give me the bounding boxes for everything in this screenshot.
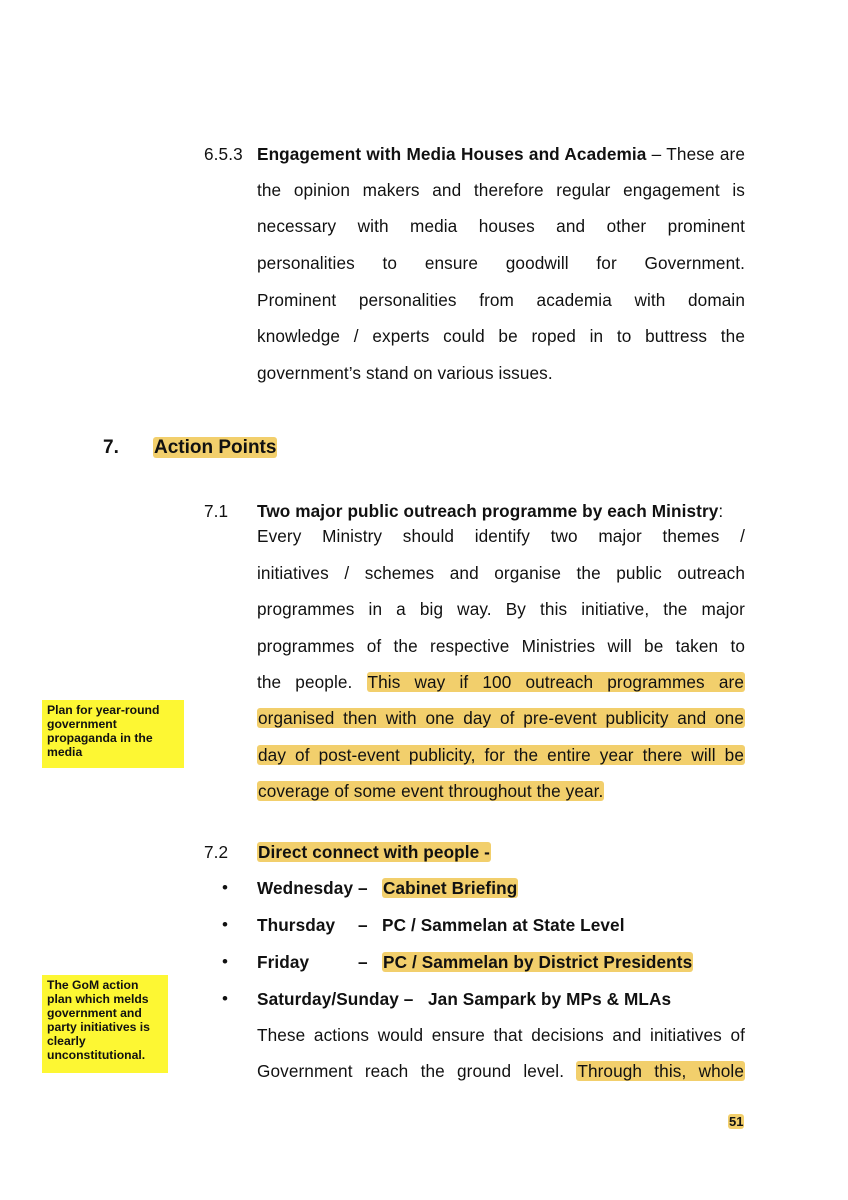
paragraph-line: initiatives / schemes and organise the public outreach <box>257 563 745 583</box>
section-7-2-title: Direct connect with people - <box>258 842 490 862</box>
schedule-dash: – <box>358 915 368 935</box>
highlighted-text: Through this, whole <box>577 1061 744 1081</box>
paragraph-line: Every Ministry should identify two major themes / <box>257 526 745 546</box>
paragraph-line-mixed: the people. This way if 100 outreach programmes are <box>257 672 744 692</box>
schedule-day: Saturday/Sunday – <box>257 989 414 1009</box>
paragraph-line: programmes in a big way. By this initiative, the major <box>257 599 745 619</box>
section-number-7-2: 7.2 <box>204 842 229 862</box>
schedule-day: Thursday <box>257 915 336 935</box>
schedule-day: Friday <box>257 952 310 972</box>
highlighted-text: This way if 100 outreach programmes are <box>367 672 744 692</box>
page-number: 51 <box>729 1114 744 1129</box>
paragraph-line: knowledge / experts could be roped in to buttress the <box>257 326 745 346</box>
highlighted-line: organised then with one day of pre-event publicity and one <box>258 708 744 728</box>
section-number-6-5-3: 6.5.3 <box>204 144 243 164</box>
section-7-1-heading: Two major public outreach programme by each Ministry: <box>257 501 724 521</box>
paragraph-line: necessary with media houses and other prominent <box>257 216 745 236</box>
margin-annotation: The GoM action plan which melds government and party initiatives is clearly unconstitutional. <box>42 975 168 1073</box>
bullet-marker: • <box>222 915 228 934</box>
highlighted-line: day of post-event publicity, for the entire year there will be <box>258 745 744 765</box>
bullet-marker: • <box>222 952 228 971</box>
section-6-5-3-heading-line <box>257 143 745 165</box>
section-6-5-3-title: Engagement with Media Houses and Academia <box>257 144 647 164</box>
paragraph-line: Prominent personalities from academia with domain <box>257 290 745 310</box>
schedule-activity: PC / Sammelan by District Presidents <box>383 952 693 972</box>
section-6-5-3-title-suffix: – These are <box>646 144 745 164</box>
paragraph-line-mixed: Government reach the ground level. Through this, whole <box>257 1061 744 1081</box>
schedule-day: Wednesday – <box>257 878 368 898</box>
bullet-marker: • <box>222 989 228 1008</box>
section-number-7: 7. <box>103 437 119 458</box>
schedule-activity: PC / Sammelan at State Level <box>382 915 625 935</box>
paragraph-line: the opinion makers and therefore regular engagement is <box>257 180 745 200</box>
schedule-activity: Jan Sampark by MPs & MLAs <box>428 989 672 1009</box>
section-7-1-title: Two major public outreach programme by each Ministry <box>257 501 719 521</box>
section-7-title: Action Points <box>154 437 277 458</box>
section-number-7-1: 7.1 <box>204 501 229 521</box>
paragraph-line: programmes of the respective Ministries will be taken to <box>257 636 745 656</box>
schedule-activity: Cabinet Briefing <box>383 878 518 898</box>
bullet-marker: • <box>222 878 228 897</box>
paragraph-line: government’s stand on various issues. <box>257 363 553 383</box>
margin-annotation: Plan for year-round government propaganda in the media <box>42 700 184 768</box>
schedule-dash: – <box>358 952 368 972</box>
paragraph-line: These actions would ensure that decisions and initiatives of <box>257 1025 745 1045</box>
highlighted-line: coverage of some event throughout the year. <box>258 781 604 801</box>
paragraph-line: personalities to ensure goodwill for Government. <box>257 253 745 273</box>
